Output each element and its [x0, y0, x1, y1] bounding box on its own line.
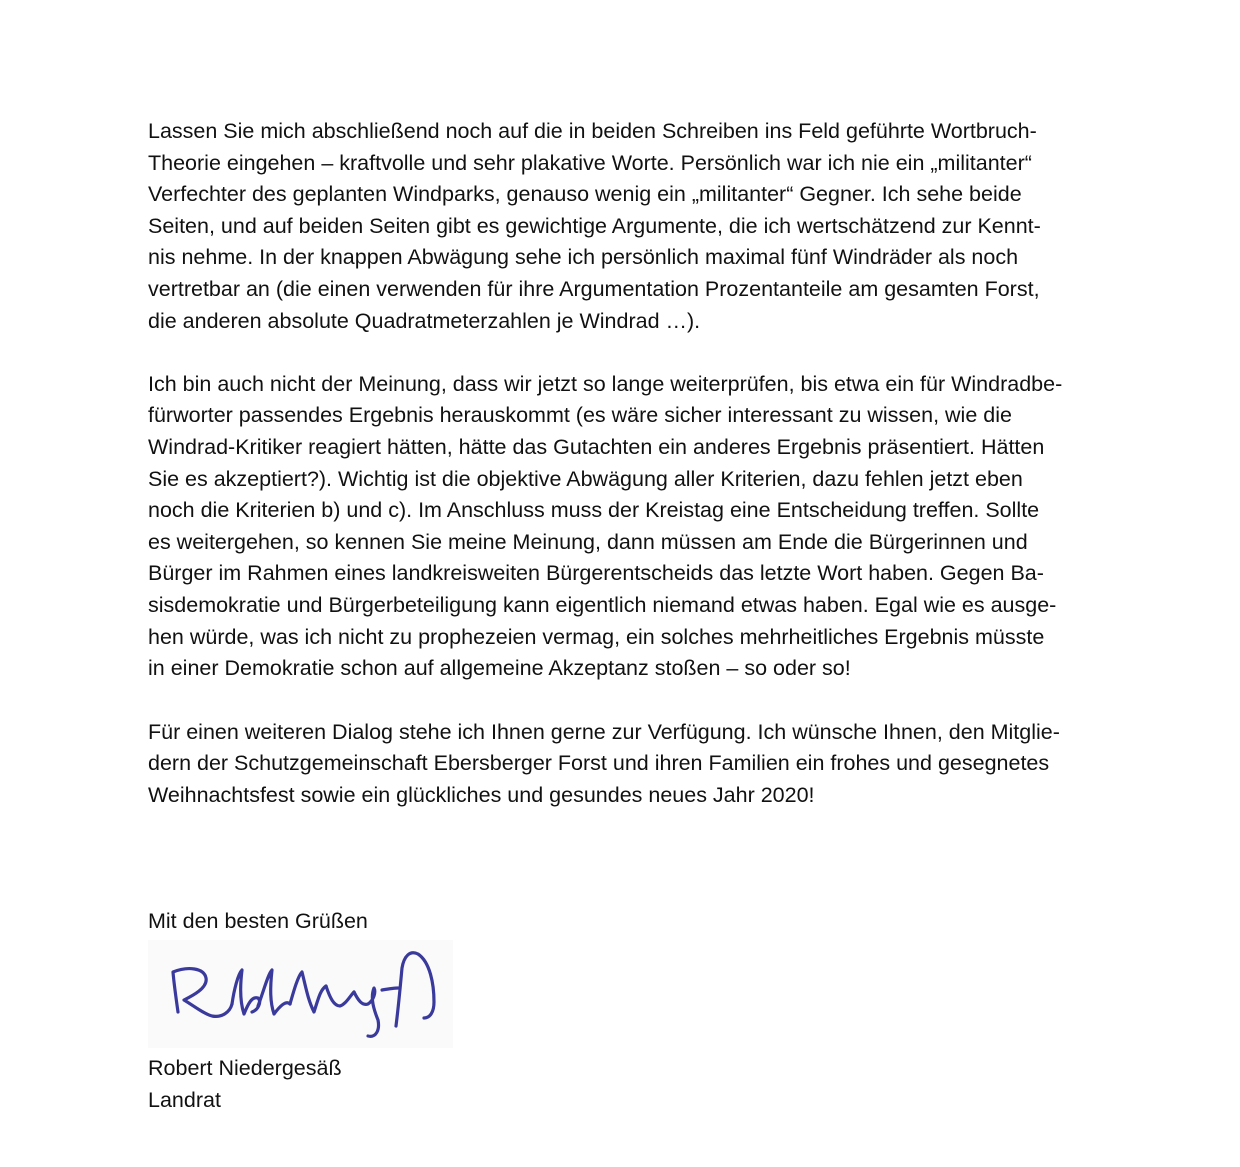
text-line: Windrad-Kritiker reagiert hätten, hätte das Gutachten ein anderes Ergebnis präsentiert. Hätten — [148, 435, 1045, 459]
text-line: Ich bin auch nicht der Meinung, dass wir jetzt so lange weiterprüfen, bis etwa ein für Windradbe- — [148, 372, 1063, 396]
text-line: Seiten, und auf beiden Seiten gibt es gewichtige Argumente, die ich wertschätzend zur Kennt- — [148, 214, 1041, 238]
text-line: die anderen absolute Quadratmeterzahlen je Windrad …). — [148, 309, 701, 333]
text-line: vertretbar an (die einen verwenden für ihre Argumentation Prozentanteile am gesamten Forst, — [148, 277, 1040, 301]
text-line: in einer Demokratie schon auf allgemeine Akzeptanz stoßen – so oder so! — [148, 656, 851, 680]
text-line: es weitergehen, so kennen Sie meine Meinung, dann müssen am Ende die Bürgerinnen und — [148, 530, 1028, 554]
text-line: sisdemokratie und Bürgerbeteiligung kann eigentlich niemand etwas haben. Egal wie es ausge- — [148, 593, 1057, 617]
signer-title: Landrat — [148, 1088, 221, 1112]
text-line: Verfechter des geplanten Windparks, genauso wenig ein „militanter“ Gegner. Ich sehe beide — [148, 182, 1022, 206]
signature-image — [148, 940, 453, 1048]
text-line: fürworter passendes Ergebnis herauskommt (es wäre sicher interessant zu wissen, wie die — [148, 403, 1012, 427]
text-line: Theorie eingehen – kraftvolle und sehr plakative Worte. Persönlich war ich nie ein „militanter“ — [148, 151, 1032, 175]
text-line: Lassen Sie mich abschließend noch auf die in beiden Schreiben ins Feld geführte Wortbruch- — [148, 119, 1037, 143]
signature-drawing — [148, 940, 453, 1048]
text-line: dern der Schutzgemeinschaft Ebersberger Forst und ihren Familien ein frohes und gesegnetes — [148, 751, 1050, 775]
signer-name: Robert Niedergesäß — [148, 1056, 342, 1080]
text-line: nis nehme. In der knappen Abwägung sehe ich persönlich maximal fünf Windräder als noch — [148, 245, 1019, 269]
closing-salutation: Mit den besten Grüßen — [148, 909, 368, 933]
text-line: Sie es akzeptiert?). Wichtig ist die objektive Abwägung aller Kriterien, dazu fehlen jetzt eben — [148, 467, 1023, 491]
text-line: Weihnachtsfest sowie ein glückliches und gesundes neues Jahr 2020! — [148, 783, 815, 807]
text-line: Für einen weiteren Dialog stehe ich Ihnen gerne zur Verfügung. Ich wünsche Ihnen, den Mitglie- — [148, 720, 1060, 744]
text-line: noch die Kriterien b) und c). Im Anschluss muss der Kreistag eine Entscheidung treffen. Sollte — [148, 498, 1040, 522]
text-line: hen würde, was ich nicht zu prophezeien vermag, ein solches mehrheitliches Ergebnis müsste — [148, 625, 1045, 649]
text-line: Bürger im Rahmen eines landkreisweiten Bürgerentscheids das letzte Wort haben. Gegen Ba- — [148, 561, 1044, 585]
